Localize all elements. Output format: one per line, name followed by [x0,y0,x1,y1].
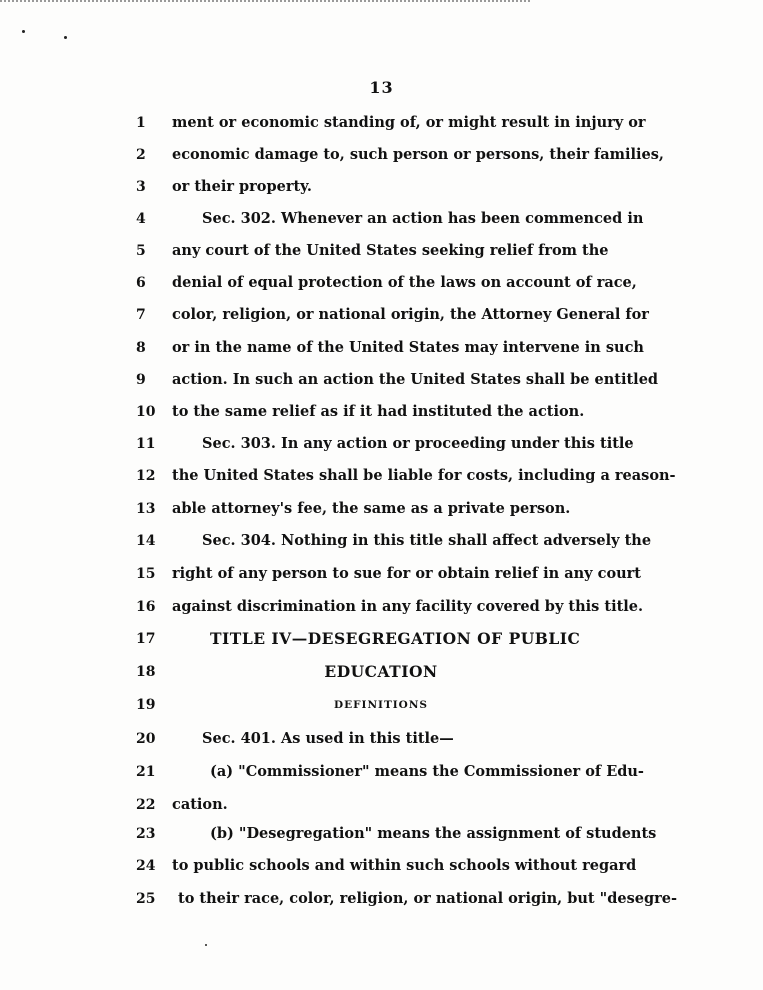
text-line [0,111,763,135]
line-number: 14 [136,533,156,549]
line-text: action. In such an action the United States shall be entitled [172,371,659,388]
text-line [0,660,763,684]
text-line [0,432,763,456]
line-text: the United States shall be liable for costs, including a reason- [172,467,676,484]
line-number: 22 [136,797,156,813]
line-number: 7 [136,307,146,323]
line-text: Sec. 303. In any action or proceeding under this title [202,435,634,452]
line-text: Sec. 304. Nothing in this title shall affect adversely the [202,532,652,549]
text-line [0,595,763,619]
text-line [0,497,763,521]
text-line [0,562,763,586]
scan-edge-artifact [0,0,530,4]
text-line [0,239,763,263]
line-number: 3 [136,179,146,195]
text-line [0,271,763,295]
text-line [0,727,763,751]
section-heading: DEFINITIONS [333,699,429,711]
line-number: 9 [136,372,146,388]
text-line [0,529,763,553]
text-line [0,887,763,911]
line-number: 19 [136,697,156,713]
line-text: Sec. 401. As used in this title— [202,730,454,747]
text-line [0,336,763,360]
line-number: 10 [136,404,156,420]
text-line [0,693,763,717]
line-text: any court of the United States seeking relief from the [172,242,609,259]
line-number: 5 [136,243,146,259]
line-number: 23 [136,826,156,842]
line-text: or in the name of the United States may intervene in such [172,339,644,356]
line-number: 1 [136,115,146,131]
line-text: (b) "Desegregation" means the assignment of students [210,825,657,842]
text-line [0,627,763,651]
line-number: 12 [136,468,156,484]
line-text: ment or economic standing of, or might result in injury or [172,114,646,131]
line-number: 18 [136,664,156,680]
line-text: to the same relief as if it had instituted the action. [172,403,585,420]
line-number: 2 [136,147,146,163]
line-text: or their property. [172,178,312,195]
line-text: against discrimination in any facility covered by this title. [172,598,644,615]
scan-speck [205,944,207,946]
line-text: to public schools and within such schools without regard [172,857,637,874]
text-line [0,854,763,878]
line-text: cation. [172,796,228,813]
line-number: 17 [136,631,156,647]
line-number: 11 [136,436,156,452]
line-number: 15 [136,566,156,582]
text-line [0,303,763,327]
text-line [0,368,763,392]
line-text: to their race, color, religion, or national origin, but "desegre- [178,890,677,907]
line-number: 20 [136,731,156,747]
line-text: Sec. 302. Whenever an action has been commenced in [202,210,644,227]
text-line [0,793,763,817]
line-number: 25 [136,891,156,907]
scan-speck [64,36,67,39]
text-line [0,760,763,784]
text-line [0,143,763,167]
scan-speck [22,30,25,33]
line-number: 8 [136,340,146,356]
line-text: economic damage to, such person or persons, their families, [172,146,664,163]
line-text: right of any person to sue for or obtain relief in any court [172,565,642,582]
text-line [0,400,763,424]
text-line [0,207,763,231]
title-heading-continued: EDUCATION [324,662,438,681]
line-number: 13 [136,501,156,517]
line-text: color, religion, or national origin, the Attorney General for [172,306,649,323]
line-number: 4 [136,211,146,227]
line-number: 16 [136,599,156,615]
page-number: 13 [369,78,394,97]
line-text: denial of equal protection of the laws on account of race, [172,274,637,291]
title-heading: TITLE IV—DESEGREGATION OF PUBLIC [210,629,581,648]
line-text: able attorney's fee, the same as a private person. [172,500,571,517]
line-number: 6 [136,275,146,291]
line-text: (a) "Commissioner" means the Commissioner of Edu- [210,763,644,780]
text-line [0,175,763,199]
text-line [0,464,763,488]
line-number: 21 [136,764,156,780]
text-line [0,822,763,846]
line-number: 24 [136,858,156,874]
